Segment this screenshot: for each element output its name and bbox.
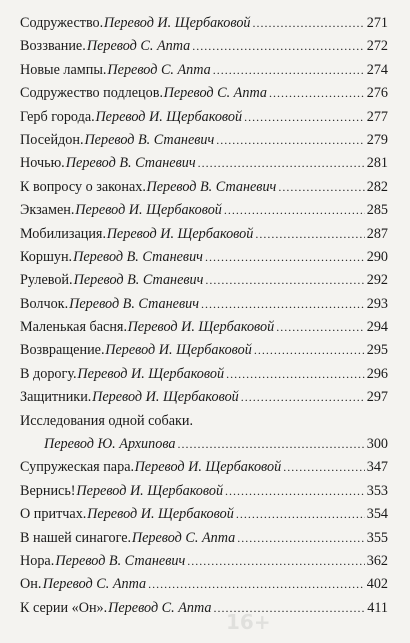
- toc-entry-title: Он.: [20, 576, 42, 593]
- toc-entry-title: Экзамен.: [20, 202, 75, 219]
- toc-entry-translator: Перевод И. Щербаковой: [77, 365, 225, 382]
- toc-entry: [20, 339, 388, 362]
- toc-leader-dots: [253, 12, 365, 35]
- toc-leader-dots: [278, 176, 364, 199]
- toc-entry-page-number: 295: [366, 342, 388, 359]
- toc-leader-dots: [187, 550, 365, 573]
- toc-entry: [20, 293, 388, 316]
- toc-entry-title: Герб города.: [20, 108, 95, 125]
- toc-entry: [20, 223, 388, 246]
- toc-entry-translator: Перевод И. Щербаковой: [76, 482, 224, 499]
- toc-leader-dots: [177, 433, 364, 456]
- toc-entry-translator: Перевод И. Щербаковой: [75, 202, 222, 219]
- toc-entry: [20, 152, 388, 175]
- table-of-contents: [20, 12, 388, 620]
- toc-entry: [20, 82, 388, 105]
- toc-entry-translator: Перевод И. Щербаковой: [127, 319, 275, 336]
- toc-entry-translator: Перевод С. Апта: [107, 61, 211, 78]
- toc-entry: [20, 35, 388, 58]
- toc-entry: [20, 386, 388, 409]
- toc-leader-dots: [276, 316, 365, 339]
- toc-entry: [20, 550, 388, 573]
- toc-leader-dots: [205, 246, 365, 269]
- toc-entry-title: Супружеская пара.: [20, 459, 135, 476]
- toc-entry-title: Вернись!: [20, 482, 76, 499]
- toc-entry-title: Нора.: [20, 552, 55, 569]
- toc-entry-translator: Перевод В. Станевич: [73, 272, 204, 289]
- toc-entry-title: Маленькая басня.: [20, 319, 128, 336]
- toc-entry-title: Коршун.: [20, 248, 73, 265]
- toc-entry-translator: Перевод И. Щербаковой: [105, 342, 252, 359]
- toc-entry-page-number: 402: [366, 576, 388, 593]
- toc-leader-dots: [192, 35, 364, 58]
- toc-entry: [20, 433, 388, 456]
- toc-entry-title: В дорогу.: [20, 365, 77, 382]
- toc-entry: [20, 59, 388, 82]
- toc-leader-dots: [225, 480, 365, 503]
- toc-leader-dots: [148, 573, 365, 596]
- toc-leader-dots: [283, 456, 365, 479]
- toc-entry-translator: Перевод В. Станевич: [73, 248, 203, 265]
- toc-entry-title: Защитники.: [20, 389, 92, 406]
- toc-entry-title: Посейдон.: [20, 131, 84, 148]
- toc-entry-title: Исследования одной собаки.: [20, 412, 194, 429]
- toc-entry: [20, 269, 388, 292]
- toc-leader-dots: [226, 363, 365, 386]
- toc-leader-dots: [255, 223, 364, 246]
- toc-entry: [20, 129, 388, 152]
- toc-entry: [20, 246, 388, 269]
- toc-leader-dots: [244, 106, 365, 129]
- toc-entry: [20, 316, 388, 339]
- toc-entry-translator: Перевод С. Апта: [86, 38, 191, 55]
- toc-leader-dots: [216, 129, 364, 152]
- toc-entry-translator: Перевод И. Щербаковой: [134, 459, 282, 476]
- toc-entry: [20, 527, 388, 550]
- toc-entry-translator: Перевод В. Станевич: [146, 178, 277, 195]
- toc-entry-page-number: 272: [366, 38, 388, 55]
- toc-entry-translator: Перевод В. Станевич: [55, 552, 186, 569]
- toc-entry-title: Ночью.: [20, 155, 65, 172]
- toc-entry: [20, 503, 388, 526]
- toc-entry-title: Воззвание.: [20, 38, 86, 55]
- toc-leader-dots: [214, 597, 366, 620]
- toc-leader-dots: [201, 293, 365, 316]
- toc-entry-page-number: 271: [366, 15, 388, 31]
- toc-entry-translator: Перевод С. Апта: [131, 529, 236, 546]
- toc-leader-dots: [269, 82, 365, 105]
- toc-entry-page-number: 276: [366, 85, 388, 102]
- toc-entry-translator: Перевод И. Щербаковой: [92, 389, 239, 406]
- toc-entry-page-number: 362: [366, 552, 388, 569]
- toc-entry-page-number: 282: [366, 178, 388, 195]
- toc-entry: [20, 480, 388, 503]
- toc-entry-title: В нашей синагоге.: [20, 529, 132, 546]
- toc-entry-page-number: 354: [366, 506, 388, 523]
- toc-entry-translator: Перевод И. Щербаковой: [95, 108, 243, 125]
- toc-entry-page-number: 300: [366, 436, 388, 453]
- toc-entry: [20, 199, 388, 222]
- toc-entry-page-number: 296: [366, 365, 388, 382]
- toc-leader-dots: [205, 269, 364, 292]
- toc-entry-page-number: 290: [366, 248, 388, 265]
- toc-entry: [20, 106, 388, 129]
- toc-entry-title: Содружество.: [20, 15, 104, 31]
- toc-entry-title: Волчок.: [20, 295, 69, 312]
- toc-entry: [20, 12, 388, 35]
- toc-entry-translator: Перевод С. Апта: [108, 599, 212, 616]
- toc-entry-page-number: 277: [366, 108, 388, 125]
- toc-entry-title: Рулевой.: [20, 272, 73, 289]
- toc-entry-title: К серии «Он».: [20, 599, 108, 616]
- toc-entry-page-number: 353: [366, 482, 388, 499]
- toc-entry: [20, 363, 388, 386]
- toc-leader-dots: [237, 527, 364, 550]
- toc-leader-dots: [236, 503, 365, 526]
- toc-entry-translator: Перевод И. Щербаковой: [106, 225, 254, 242]
- toc-entry: [20, 573, 388, 596]
- toc-entry: [20, 176, 388, 199]
- toc-leader-dots: [241, 386, 365, 409]
- toc-entry-page-number: 292: [366, 272, 388, 289]
- toc-entry-page-number: 347: [366, 459, 388, 476]
- toc-leader-dots: [254, 339, 365, 362]
- toc-entry-page-number: 274: [366, 61, 388, 78]
- toc-entry-translator: Перевод В. Станевич: [84, 131, 215, 148]
- toc-leader-dots: [224, 199, 365, 222]
- toc-entry-title: Новые лампы.: [20, 61, 107, 78]
- toc-entry-page-number: 411: [367, 599, 388, 616]
- toc-entry-page-number: 281: [366, 155, 388, 172]
- toc-leader-dots: [198, 152, 365, 175]
- toc-entry-page-number: 355: [366, 529, 388, 546]
- toc-entry-page-number: 294: [366, 319, 388, 336]
- toc-entry-translator: Перевод В. Станевич: [69, 295, 199, 312]
- toc-entry: [20, 597, 388, 620]
- toc-entry-translator: Перевод С. Апта: [163, 85, 267, 102]
- toc-entry: [20, 456, 388, 479]
- toc-leader-dots: [213, 59, 365, 82]
- toc-entry-title: Мобилизация.: [20, 225, 106, 242]
- toc-entry-page-number: 297: [366, 389, 388, 406]
- toc-entry-page-number: 279: [366, 131, 388, 148]
- toc-entry-translator: Перевод Ю. Архипова: [44, 436, 176, 453]
- toc-entry-title: Возвращение.: [20, 342, 105, 359]
- toc-entry-page-number: 285: [366, 202, 388, 219]
- toc-entry: [20, 410, 388, 433]
- toc-entry-translator: Перевод В. Станевич: [65, 155, 196, 172]
- toc-entry-title: О притчах.: [20, 506, 87, 523]
- toc-entry-page-number: 293: [366, 295, 388, 312]
- toc-entry-translator: Перевод И. Щербаковой: [87, 506, 234, 523]
- age-rating-watermark: 16+: [226, 610, 271, 634]
- toc-entry-title: К вопросу о законах.: [20, 178, 146, 195]
- toc-entry-title: Содружество подлецов.: [20, 85, 163, 102]
- toc-entry-translator: Перевод И. Щербаковой: [103, 15, 251, 31]
- toc-entry-translator: Перевод С. Апта: [42, 576, 147, 593]
- toc-entry-page-number: 287: [366, 225, 388, 242]
